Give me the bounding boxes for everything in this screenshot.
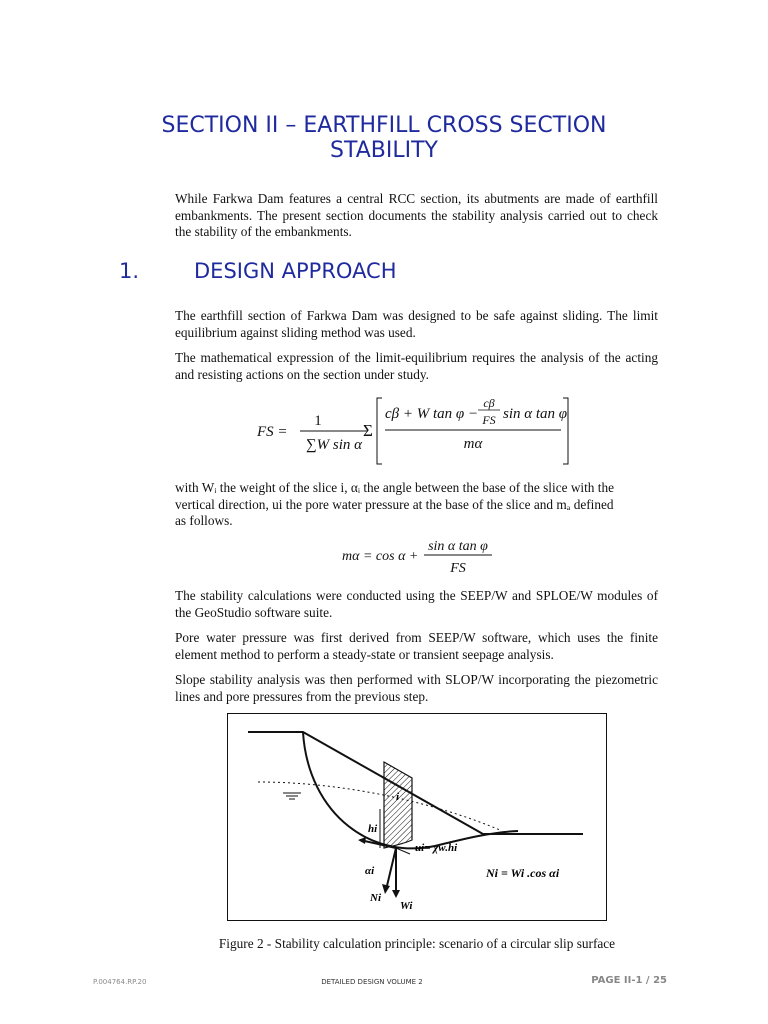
fs-inner-small-num: cβ [483, 396, 495, 410]
fs-formula [255, 394, 585, 468]
paragraph-variables-line2: vertical direction, ui the pore water pressure at the base of the slice and mₐ defined [175, 496, 614, 512]
fs-frac-num: 1 [314, 413, 322, 429]
fs-sum: Σ [363, 421, 373, 440]
paragraph-variables-line1: with Wᵢ the weight of the slice i, αᵢ the angle between the base of the slice with the [175, 480, 615, 495]
footer-page: PAGE II-1 / 25 [591, 975, 667, 986]
paragraph-variables-line3: as follows. [175, 513, 233, 528]
paragraph-calculations: The stability calculations were conducted using the SEEP/W and SPLOE/W modules of the GeoStudio software suite. [175, 588, 658, 620]
heading-text: DESIGN APPROACH [194, 259, 397, 283]
fs-frac-den: ∑W sin α [305, 437, 363, 453]
paragraph-method: The earthfill section of Farkwa Dam was designed to be safe against sliding. The limit equilibrium against sliding method was used. [175, 308, 658, 340]
slice [384, 762, 412, 848]
height-label: hi [368, 823, 378, 835]
normal-label: Ni [370, 892, 381, 904]
footer-reference: P.004764.RP.20 [93, 978, 147, 986]
normal-force-arrow [386, 848, 396, 890]
weight-label: Wi [400, 900, 413, 912]
paragraph-expression: The mathematical expression of the limit-equilibrium requires the analysis of the acting and resisting actions on the section under study. [175, 350, 658, 382]
footer-volume: DETAILED DESIGN VOLUME 2 [321, 978, 423, 986]
section-title-line1: SECTION II – EARTHFILL CROSS SECTION [161, 113, 607, 138]
m-alpha-num: sin α tan φ [428, 539, 488, 554]
pore-label: ui= χw.hi [415, 842, 458, 854]
paragraph-slope: Slope stability analysis was then performed with SLOP/W incorporating the piezometric lines and pore pressures from the previous step. [175, 672, 658, 704]
paragraph-seep: Pore water pressure was first derived from SEEP/W software, which uses the finite element method to perform a steady-state or transient seepage analysis. [175, 630, 658, 662]
fs-lhs: FS = [257, 424, 288, 440]
angle-label: αi [365, 865, 375, 877]
intro-paragraph: While Farkwa Dam features a central RCC section, its abutments are made of earthfill embankments. The present section documents the stability analysis carried out to check the stability of the embankments. [175, 191, 658, 239]
m-alpha-lhs: mα = cos α + [342, 549, 419, 564]
section-title-line2: STABILITY [330, 138, 438, 163]
fs-inner-den: mα [463, 436, 483, 452]
slip-surface-figure [227, 713, 607, 921]
m-alpha-den: FS [450, 561, 466, 576]
paragraph-variables [175, 480, 658, 530]
m-alpha-formula [340, 535, 500, 577]
relation-label: Ni = Wi .cos αi [486, 866, 560, 880]
fs-inner-num-a: cβ + W tan φ − [385, 406, 479, 422]
fs-inner-num-b: sin α tan φ [503, 406, 568, 422]
heading-number: 1. [119, 259, 140, 283]
m-alpha-formula-svg [340, 535, 500, 577]
slice-label: i [396, 791, 400, 803]
slip-surface-svg [228, 714, 605, 919]
fs-formula-svg [255, 394, 585, 468]
figure-caption: Figure 2 - Stability calculation principle: scenario of a circular slip surface [218, 936, 616, 951]
water-level-icon [283, 793, 301, 799]
fs-inner-small-den: FS [482, 413, 496, 427]
